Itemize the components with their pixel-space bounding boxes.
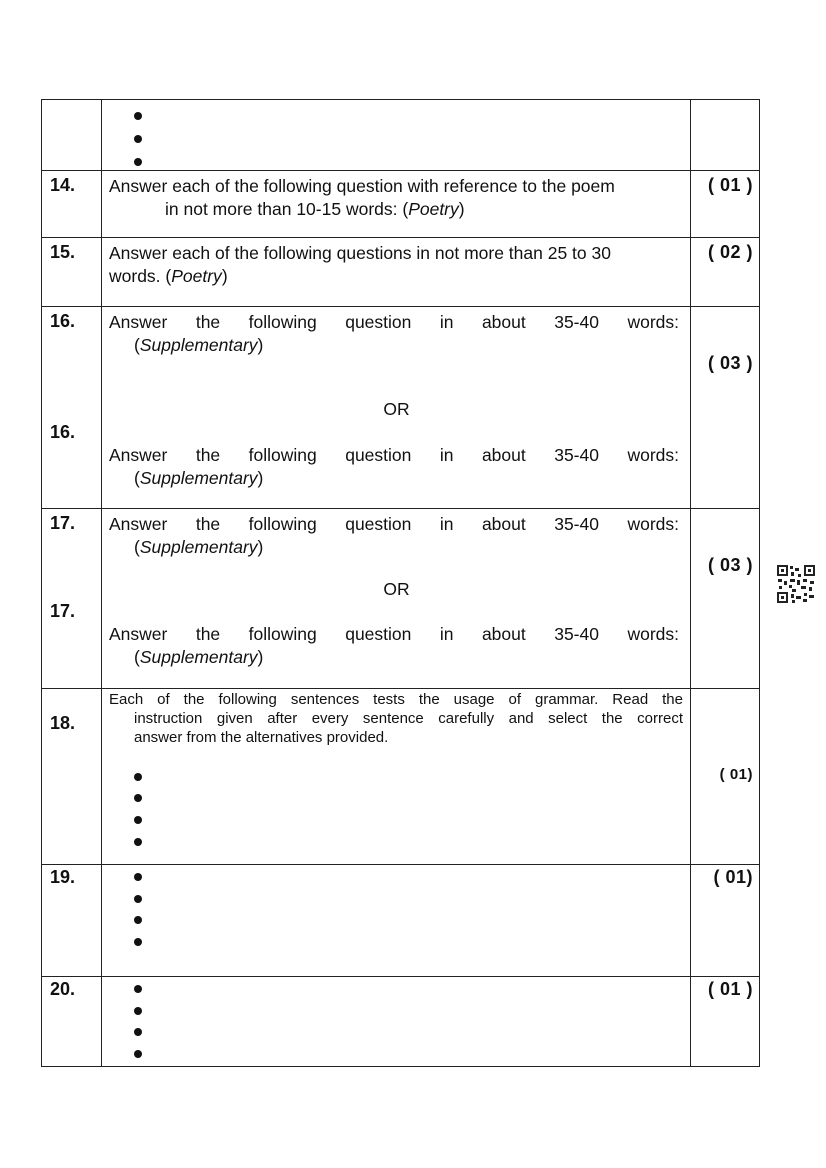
bullet: [134, 112, 142, 120]
marks-cell: [690, 238, 761, 306]
table-row: [41, 864, 760, 976]
question-line-text: words. (: [109, 266, 172, 286]
question-line: instruction given after every sentence carefully and select the correct: [134, 710, 683, 727]
number-cell: [42, 238, 102, 306]
marks-label: ( 01 ): [707, 979, 753, 999]
qr-code-icon: [776, 564, 816, 604]
section-tag: Supplementary: [139, 335, 258, 355]
question-number: 17.: [50, 601, 76, 621]
question-text: [109, 444, 679, 490]
table-row: [41, 237, 760, 306]
bullet: [134, 773, 142, 781]
bullet: [134, 873, 142, 881]
marks-label: ( 03 ): [707, 555, 753, 575]
bullet: [134, 1050, 142, 1058]
marks-cell: [690, 977, 761, 1066]
section-tag: Supplementary: [139, 468, 258, 488]
question-number: 16.: [50, 311, 76, 331]
marks-label: ( 01 ): [707, 175, 753, 195]
or-separator: OR: [383, 579, 410, 599]
or-separator: OR: [383, 399, 410, 419]
question-text: [109, 175, 679, 221]
table-row: [41, 99, 760, 170]
bullet: [134, 916, 142, 924]
marks-label: ( 02 ): [707, 242, 753, 262]
question-number: 16.: [50, 422, 76, 442]
marks-label: ( 01): [719, 766, 753, 783]
question-line: Answer the following question in about 35-40 words:: [109, 445, 679, 465]
question-line-text: in not more than 10-15 words: (: [165, 199, 409, 219]
marks-label: ( 01): [713, 867, 753, 887]
bullet: [134, 985, 142, 993]
question-line: [109, 334, 679, 357]
question-text: [109, 242, 679, 288]
question-line: [109, 467, 679, 490]
question-number: 15.: [50, 242, 76, 262]
section-tag: Supplementary: [139, 647, 258, 667]
paren: (: [134, 335, 140, 355]
paren: ): [257, 647, 264, 667]
table-row: [41, 508, 760, 688]
marks-label: ( 03 ): [707, 353, 753, 373]
question-line: answer from the alternatives provided.: [134, 729, 389, 746]
question-line: Answer each of the following questions in not more than 25 to 30: [109, 243, 611, 263]
questions-table: [41, 99, 760, 1067]
number-cell: [42, 509, 102, 688]
section-tag: Supplementary: [139, 537, 258, 557]
paren: ): [257, 537, 264, 557]
paren: ): [257, 468, 264, 488]
paren: ): [221, 266, 228, 286]
bullet: [134, 135, 142, 143]
question-line: Answer each of the following question with reference to the poem: [109, 176, 615, 196]
paren: ): [458, 199, 465, 219]
bullet: [134, 794, 142, 802]
paren: (: [134, 468, 140, 488]
paren: ): [257, 335, 264, 355]
marks-cell: [690, 689, 761, 864]
section-tag: Poetry: [171, 266, 222, 286]
table-row: [41, 688, 760, 864]
number-cell: [42, 307, 102, 508]
marks-cell: [690, 100, 761, 170]
table-row: [41, 306, 760, 508]
marks-cell: [690, 171, 761, 237]
number-cell: [42, 100, 102, 170]
bullet: [134, 1007, 142, 1015]
bullet: [134, 938, 142, 946]
section-tag: Poetry: [408, 199, 459, 219]
marks-cell: [690, 865, 761, 976]
marks-cell: [690, 509, 761, 688]
question-line: [109, 265, 679, 288]
number-cell: [42, 977, 102, 1066]
question-number: 14.: [50, 175, 76, 195]
table-row: [41, 170, 760, 237]
paren: (: [134, 647, 140, 667]
question-text: [109, 623, 679, 669]
marks-cell: [690, 307, 761, 508]
number-cell: [42, 689, 102, 864]
question-line: [109, 536, 679, 559]
number-cell: [42, 171, 102, 237]
bullet: [134, 816, 142, 824]
question-line: Each of the following sentences tests the usage of grammar. Read the: [109, 691, 683, 708]
bullet: [134, 895, 142, 903]
question-number: 17.: [50, 513, 76, 533]
question-number: 20.: [50, 979, 76, 999]
question-text: [109, 311, 679, 357]
question-line: Answer the following question in about 35-40 words:: [109, 312, 679, 332]
question-line: [109, 198, 679, 221]
table-row: [41, 976, 760, 1067]
question-text: [109, 513, 679, 559]
number-cell: [42, 865, 102, 976]
question-number: 18.: [50, 713, 76, 733]
bullet: [134, 1028, 142, 1036]
question-line: [109, 646, 679, 669]
question-text: [109, 690, 683, 747]
question-line: Answer the following question in about 35-40 words:: [109, 514, 679, 534]
question-line: Answer the following question in about 35-40 words:: [109, 624, 679, 644]
paren: (: [134, 537, 140, 557]
question-number: 19.: [50, 867, 76, 887]
bullet: [134, 158, 142, 166]
bullet: [134, 838, 142, 846]
